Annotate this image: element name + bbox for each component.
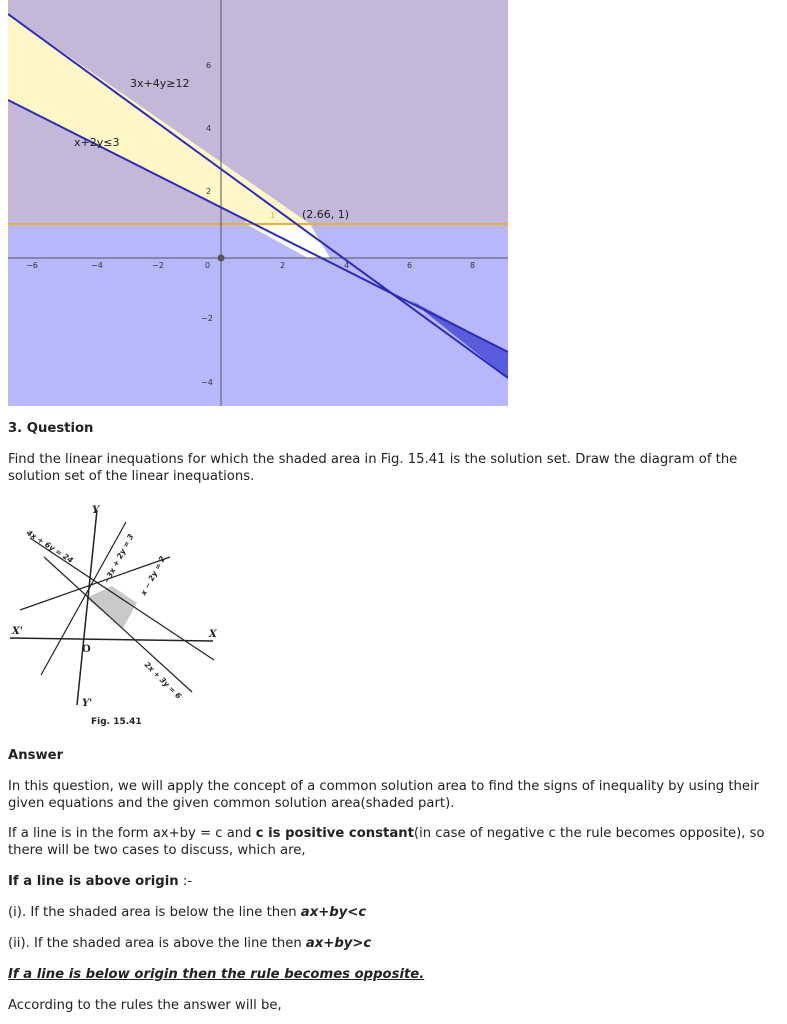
- figure-15-41: [8, 500, 233, 735]
- x-tick: −4: [91, 261, 103, 270]
- x-tick: 2: [280, 261, 286, 270]
- point-label: (2.66, 1): [302, 208, 350, 221]
- x-tick: −6: [26, 261, 38, 270]
- fig-label-x-neg: X': [12, 626, 23, 637]
- answer-para2: If a line is in the form ax+by = c and c is positive constant(in case of negative c the rule becomes opposite), so there will be two cases to discuss, which are,: [8, 826, 765, 858]
- rule-2: (ii). If the shaded area is above the line then ax+by>c: [8, 936, 372, 951]
- y-tick: 2: [206, 187, 212, 196]
- y-tick: −4: [201, 378, 213, 387]
- answer-para1: In this question, we will apply the concept of a common solution area to find the signs of inequality by using their given equations and the given common solution area(shaded part).: [8, 779, 760, 811]
- x-tick: 0: [205, 261, 211, 270]
- answer-heading: Answer: [8, 748, 64, 763]
- rule-1: (i). If the shaded area is below the line then ax+by<c: [8, 905, 367, 920]
- above-origin-heading: If a line is above origin :-: [8, 874, 193, 889]
- y-tick: 6: [206, 61, 212, 70]
- fig-label-y-neg: Y': [82, 698, 93, 709]
- x-tick: −2: [152, 261, 164, 270]
- fig-label-3x-2y: −3x + 2y = 3: [101, 532, 136, 585]
- fig-line-2x-3y: [44, 554, 192, 692]
- label-x-2y: x+2y≤3: [74, 136, 120, 149]
- y-tick: 4: [206, 124, 212, 133]
- positive-constant: c is positive constant: [255, 826, 414, 841]
- fig-label-y: Y: [92, 505, 100, 516]
- x-tick: 6: [407, 261, 413, 270]
- fig-label-x-2y: x − 2y = 2: [138, 554, 168, 597]
- y-tick: −2: [201, 314, 213, 323]
- label-3x-4y: 3x+4y≥12: [130, 77, 190, 90]
- origin-point: [218, 255, 225, 262]
- inequality-graph: [8, 0, 508, 406]
- question-text: Find the linear inequations for which the shaded area in Fig. 15.41 is the solution set. Draw the diagram of the solution set of the linear inequations.: [8, 452, 738, 484]
- label-y-1: 1: [270, 211, 276, 220]
- fig-origin: O: [82, 644, 91, 655]
- fig-label-x: X: [209, 629, 217, 640]
- fig-y-axis: [77, 510, 97, 705]
- fig-caption: Fig. 15.41: [91, 717, 142, 727]
- x-tick: 4: [344, 261, 350, 270]
- below-origin-rule: If a line is below origin then the rule becomes opposite.: [8, 967, 425, 982]
- question-heading: 3. Question: [8, 421, 94, 436]
- x-tick: 8: [470, 261, 476, 270]
- fig-label-2x-3y: 2x + 3y = 6: [142, 660, 184, 701]
- conclusion: According to the rules the answer will be,: [8, 998, 282, 1013]
- fig-label-4x-6y: 4x + 6y = 24: [24, 528, 75, 565]
